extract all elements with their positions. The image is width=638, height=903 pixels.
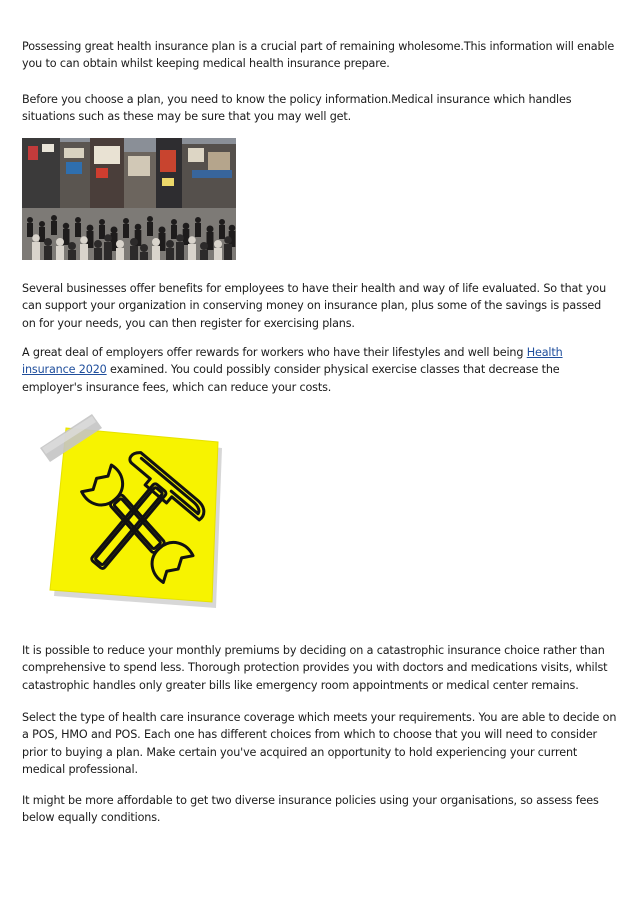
paragraph-employee-benefits: Several businesses offer benefits for employees to have their health and way of life evaluated. So that you can support your organization in conserving money on insurance plan, plus some of the savings is passed on for your needs, you can then register for exercising plans. xyxy=(22,282,607,330)
paragraph-catastrophic-insurance: It is possible to reduce your monthly premiums by deciding on a catastrophic insurance choice rather than comprehensive to spend less. Thorough protection provides you with doctors and medications visits, whilst catastrophic handles only greater bills like emergency room appointments or medical center remains. xyxy=(22,644,608,692)
paragraph-coverage-type: Select the type of health care insurance coverage which meets your requirements. You are able to decide on a POS, HMO and POS. Each one has different choices from which to choose that you will need to consider prior to buying a plan. Make certain you've acquired an opportunity to hold experiencing your current medical professional. xyxy=(22,711,617,777)
paragraph-employer-rewards xyxy=(22,344,618,396)
hammer-wrench-sticky-note-icon xyxy=(30,408,240,613)
paragraph-intro: Possessing great health insurance plan is a crucial part of remaining wholesome.This information will enable you to can obtain whilst keeping medical health insurance prepare. xyxy=(22,40,615,71)
paragraph-two-policies: It might be more affordable to get two diverse insurance policies using your organisations, so assess fees below equally conditions. xyxy=(22,794,599,825)
paragraph-text-after-link: examined. You could possibly consider physical exercise classes that decrease the employer's insurance fees, which can reduce your costs. xyxy=(22,363,560,394)
city-crowd-photo xyxy=(22,138,236,260)
paragraph-text-before-link: A great deal of employers offer rewards for workers who have their lifestyles and well being xyxy=(22,346,527,359)
paragraph-policy-info: Before you choose a plan, you need to know the policy information.Medical insurance which handles situations such as these may be sure that you may well get. xyxy=(22,93,572,124)
health-insurance-2020-link[interactable]: Health insurance 2020 xyxy=(22,346,563,377)
